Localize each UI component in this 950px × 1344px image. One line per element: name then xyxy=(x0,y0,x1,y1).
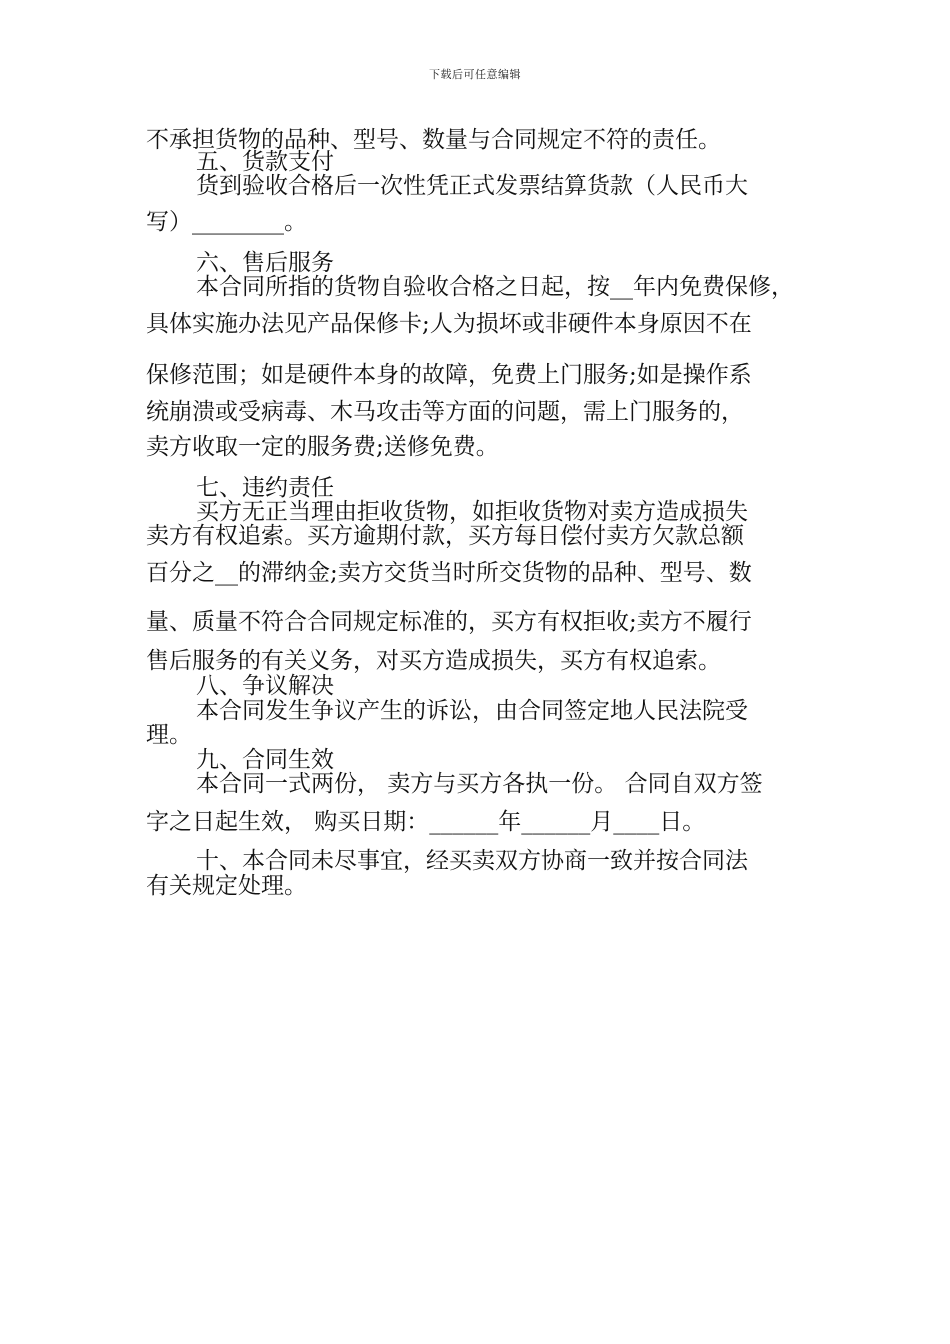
text-line: 货到验收合格后一次性凭正式发票结算货款（人民币大 xyxy=(196,173,748,199)
section-heading: 七、违约责任 xyxy=(196,475,334,501)
text-line: 卖方收取一定的服务费;送修免费。 xyxy=(146,434,499,460)
text-line: 本合同发生争议产生的诉讼，由合同签定地人民法院受 xyxy=(196,698,748,724)
text-line: 百分之__的滞纳金;卖方交货当时所交货物的品种、型号、数 xyxy=(146,560,752,586)
text-line: 售后服务的有关义务，对买方造成损失，买方有权追索。 xyxy=(146,648,721,674)
section-heading: 八、争议解决 xyxy=(196,673,334,699)
section-heading: 五、货款支付 xyxy=(196,149,334,175)
text-line: 统崩溃或受病毒、木马攻击等方面的问题，需上门服务的， xyxy=(146,399,744,425)
text-line: 保修范围；如是硬件本身的故障，免费上门服务;如是操作系 xyxy=(146,362,752,388)
text-line: 本合同所指的货物自验收合格之日起，按__年内免费保修， xyxy=(196,274,794,300)
text-line: 写）________。 xyxy=(146,209,307,235)
page-header-note: 下载后可任意编辑 xyxy=(429,68,521,81)
text-line: 卖方有权追索。买方逾期付款，买方每日偿付卖方欠款总额 xyxy=(146,523,744,549)
section-heading: 九、合同生效 xyxy=(196,747,334,773)
text-line: 十、本合同未尽事宜，经买卖双方协商一致并按合同法 xyxy=(196,848,748,874)
text-line: 量、质量不符合合同规定标准的，买方有权拒收;卖方不履行 xyxy=(146,609,752,635)
section-heading: 六、售后服务 xyxy=(196,250,334,276)
text-line: 字之日起生效， 购买日期：______年______月____日。 xyxy=(146,809,706,835)
text-line: 具体实施办法见产品保修卡;人为损坏或非硬件本身原因不在 xyxy=(146,311,752,337)
text-line: 有关规定处理。 xyxy=(146,873,307,899)
text-line: 理。 xyxy=(146,722,192,748)
text-line: 本合同一式两份， 卖方与买方各执一份。 合同自双方签 xyxy=(196,771,763,797)
text-line: 买方无正当理由拒收货物，如拒收货物对卖方造成损失 xyxy=(196,499,748,525)
text-line: 不承担货物的品种、型号、数量与合同规定不符的责任。 xyxy=(146,127,721,153)
